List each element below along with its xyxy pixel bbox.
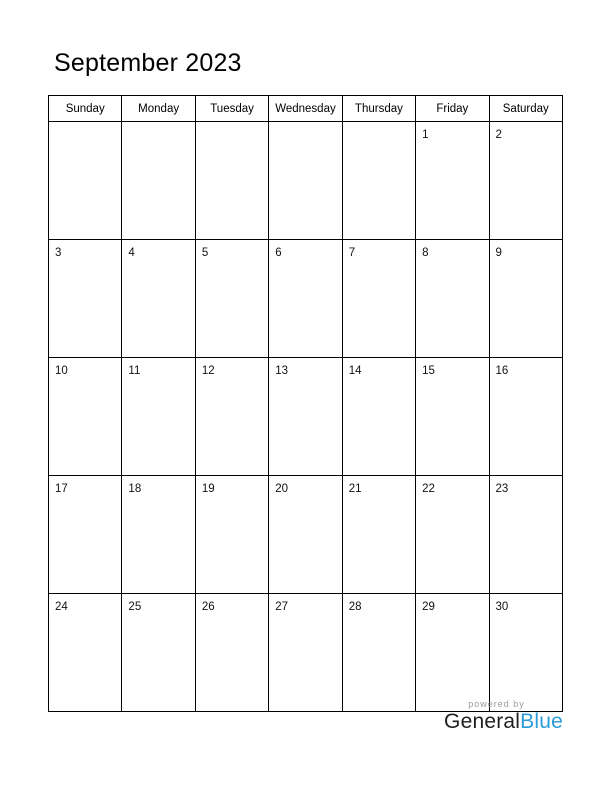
day-cell <box>416 476 489 594</box>
day-cell <box>122 122 195 240</box>
day-cell <box>195 594 268 712</box>
day-cell <box>342 240 415 358</box>
powered-by-label: powered by <box>468 699 525 709</box>
day-number: 21 <box>348 483 362 495</box>
day-cell <box>342 122 415 240</box>
day-cell <box>122 240 195 358</box>
day-cell <box>195 476 268 594</box>
brand-blue-text: Blue <box>520 710 563 733</box>
brand-wordmark <box>444 710 563 734</box>
week-row-3 <box>49 358 563 476</box>
day-cell <box>122 476 195 594</box>
day-number: 14 <box>348 365 362 377</box>
day-number: 13 <box>275 365 289 377</box>
day-header-sunday: Sunday <box>49 96 122 122</box>
day-number: 19 <box>201 483 215 495</box>
brand-general-text: General <box>444 710 521 733</box>
day-cell <box>49 358 122 476</box>
day-number: 17 <box>55 483 68 495</box>
day-cell <box>269 358 342 476</box>
day-cell <box>489 122 562 240</box>
day-number: 9 <box>495 247 502 259</box>
day-cell <box>195 358 268 476</box>
day-cell <box>269 476 342 594</box>
day-cell <box>489 594 562 712</box>
day-number: 10 <box>55 365 68 377</box>
day-number: 12 <box>201 365 215 377</box>
page-title: September 2023 <box>54 49 242 77</box>
day-cell <box>416 358 489 476</box>
day-cell <box>489 476 562 594</box>
day-number: 26 <box>201 601 215 613</box>
day-header-monday: Monday <box>122 96 195 122</box>
day-cell <box>269 122 342 240</box>
day-number: 2 <box>495 129 502 141</box>
day-number: 28 <box>348 601 362 613</box>
day-number: 1 <box>422 129 429 141</box>
day-cell <box>195 240 268 358</box>
day-cell <box>342 476 415 594</box>
week-row-1 <box>49 122 563 240</box>
calendar-table <box>48 95 563 712</box>
day-header-friday: Friday <box>416 96 489 122</box>
day-header-tuesday: Tuesday <box>195 96 268 122</box>
day-cell <box>342 358 415 476</box>
day-cell <box>416 594 489 712</box>
day-number: 4 <box>128 247 135 259</box>
week-row-2 <box>49 240 563 358</box>
day-cell <box>342 594 415 712</box>
day-cell <box>416 240 489 358</box>
day-cell <box>489 358 562 476</box>
day-cell <box>49 476 122 594</box>
day-number: 30 <box>495 601 509 613</box>
week-row-5 <box>49 594 563 712</box>
day-cell <box>49 122 122 240</box>
day-number: 23 <box>495 483 509 495</box>
day-number: 15 <box>422 365 435 377</box>
day-cell <box>49 240 122 358</box>
day-header-saturday: Saturday <box>489 96 562 122</box>
day-number: 8 <box>422 247 429 259</box>
footer-brand <box>444 699 563 734</box>
day-cell <box>269 594 342 712</box>
day-number: 20 <box>275 483 289 495</box>
day-cell <box>489 240 562 358</box>
day-number: 22 <box>422 483 435 495</box>
day-number: 6 <box>275 247 282 259</box>
day-number: 16 <box>495 365 509 377</box>
day-number: 27 <box>275 601 289 613</box>
day-cell <box>49 594 122 712</box>
day-number: 18 <box>128 483 142 495</box>
day-number: 24 <box>55 601 68 613</box>
week-row-4 <box>49 476 563 594</box>
day-number: 11 <box>128 365 141 377</box>
day-cell <box>416 122 489 240</box>
day-cell <box>269 240 342 358</box>
day-cell <box>122 358 195 476</box>
day-number: 29 <box>422 601 435 613</box>
day-header-thursday: Thursday <box>342 96 415 122</box>
day-number: 25 <box>128 601 142 613</box>
day-cell <box>122 594 195 712</box>
day-cell <box>195 122 268 240</box>
day-number: 3 <box>55 247 62 259</box>
day-header-wednesday: Wednesday <box>269 96 342 122</box>
day-number: 7 <box>348 247 356 259</box>
day-number: 5 <box>201 247 209 259</box>
day-header-row <box>49 96 563 122</box>
